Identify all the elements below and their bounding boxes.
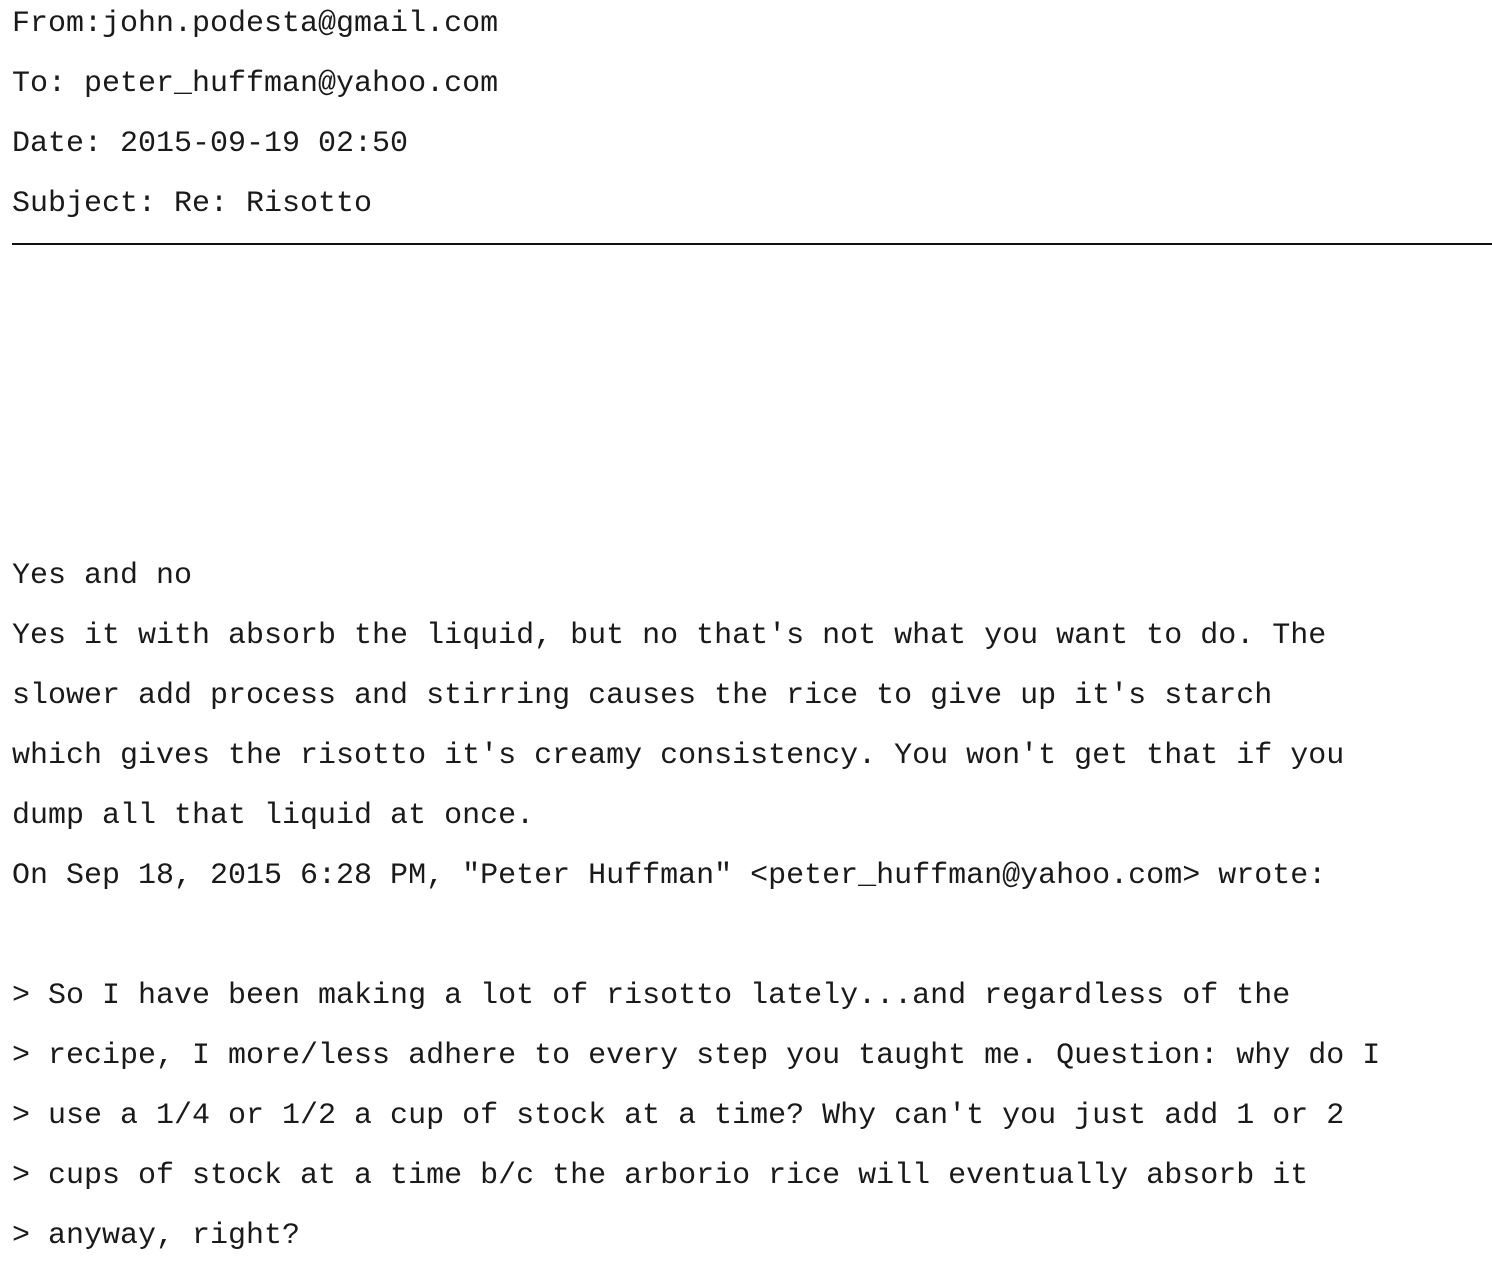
reply-line: which gives the risotto it's creamy consistency. You won't get that if you [12, 739, 1345, 773]
subject-line: Subject: Re: Risotto [12, 187, 373, 221]
reply-line: Yes and no [12, 559, 193, 593]
quoted-line: > recipe, I more/less adhere to every step you taught me. Question: why do I [12, 1039, 1381, 1073]
header-divider [12, 243, 1492, 245]
reply-line: slower add process and stirring causes the rice to give up it's starch [12, 679, 1273, 713]
quoted-line: > cups of stock at a time b/c the arborio rice will eventually absorb it [12, 1159, 1309, 1193]
from-line: From:john.podesta@gmail.com [12, 7, 499, 41]
to-line: To: peter_huffman@yahoo.com [12, 67, 499, 101]
quote-attribution: On Sep 18, 2015 6:28 PM, "Peter Huffman" <peter_huffman@yahoo.com> wrote: [12, 859, 1327, 893]
quoted-line: > anyway, right? [12, 1219, 301, 1253]
reply-line: Yes it with absorb the liquid, but no that's not what you want to do. The [12, 619, 1327, 653]
date-line: Date: 2015-09-19 02:50 [12, 127, 409, 161]
quoted-line: > use a 1/4 or 1/2 a cup of stock at a time? Why can't you just add 1 or 2 [12, 1099, 1345, 1133]
reply-line: dump all that liquid at once. [12, 799, 535, 833]
quoted-line: > So I have been making a lot of risotto lately...and regardless of the [12, 979, 1291, 1013]
